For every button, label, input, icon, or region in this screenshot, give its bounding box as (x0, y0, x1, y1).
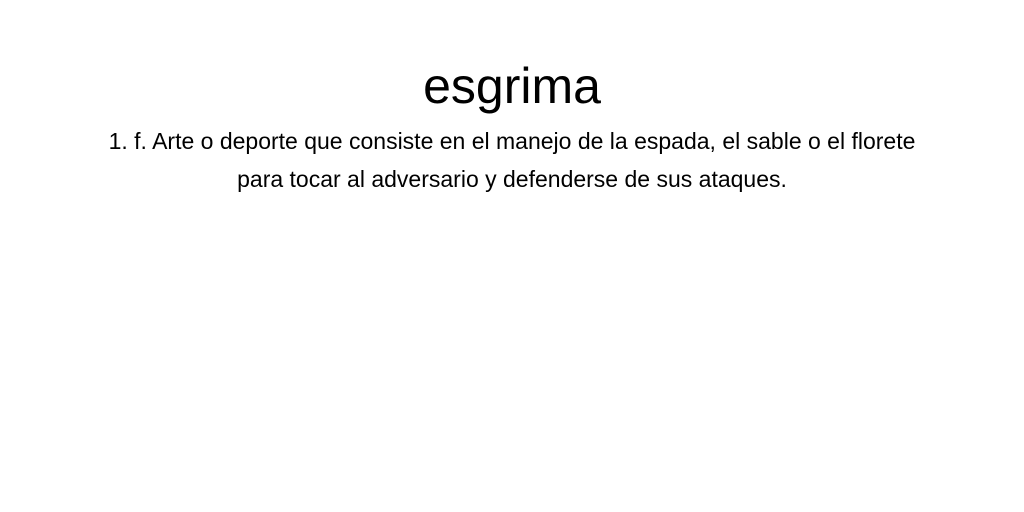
entry-definition-1: 1. f. Arte o deporte que consiste en el manejo de la espada, el sable o el florete para tocar al adversario y defenderse de sus ataques. (108, 128, 916, 192)
dictionary-entry (0, 0, 1024, 198)
entry-headword: esgrima (423, 58, 601, 114)
